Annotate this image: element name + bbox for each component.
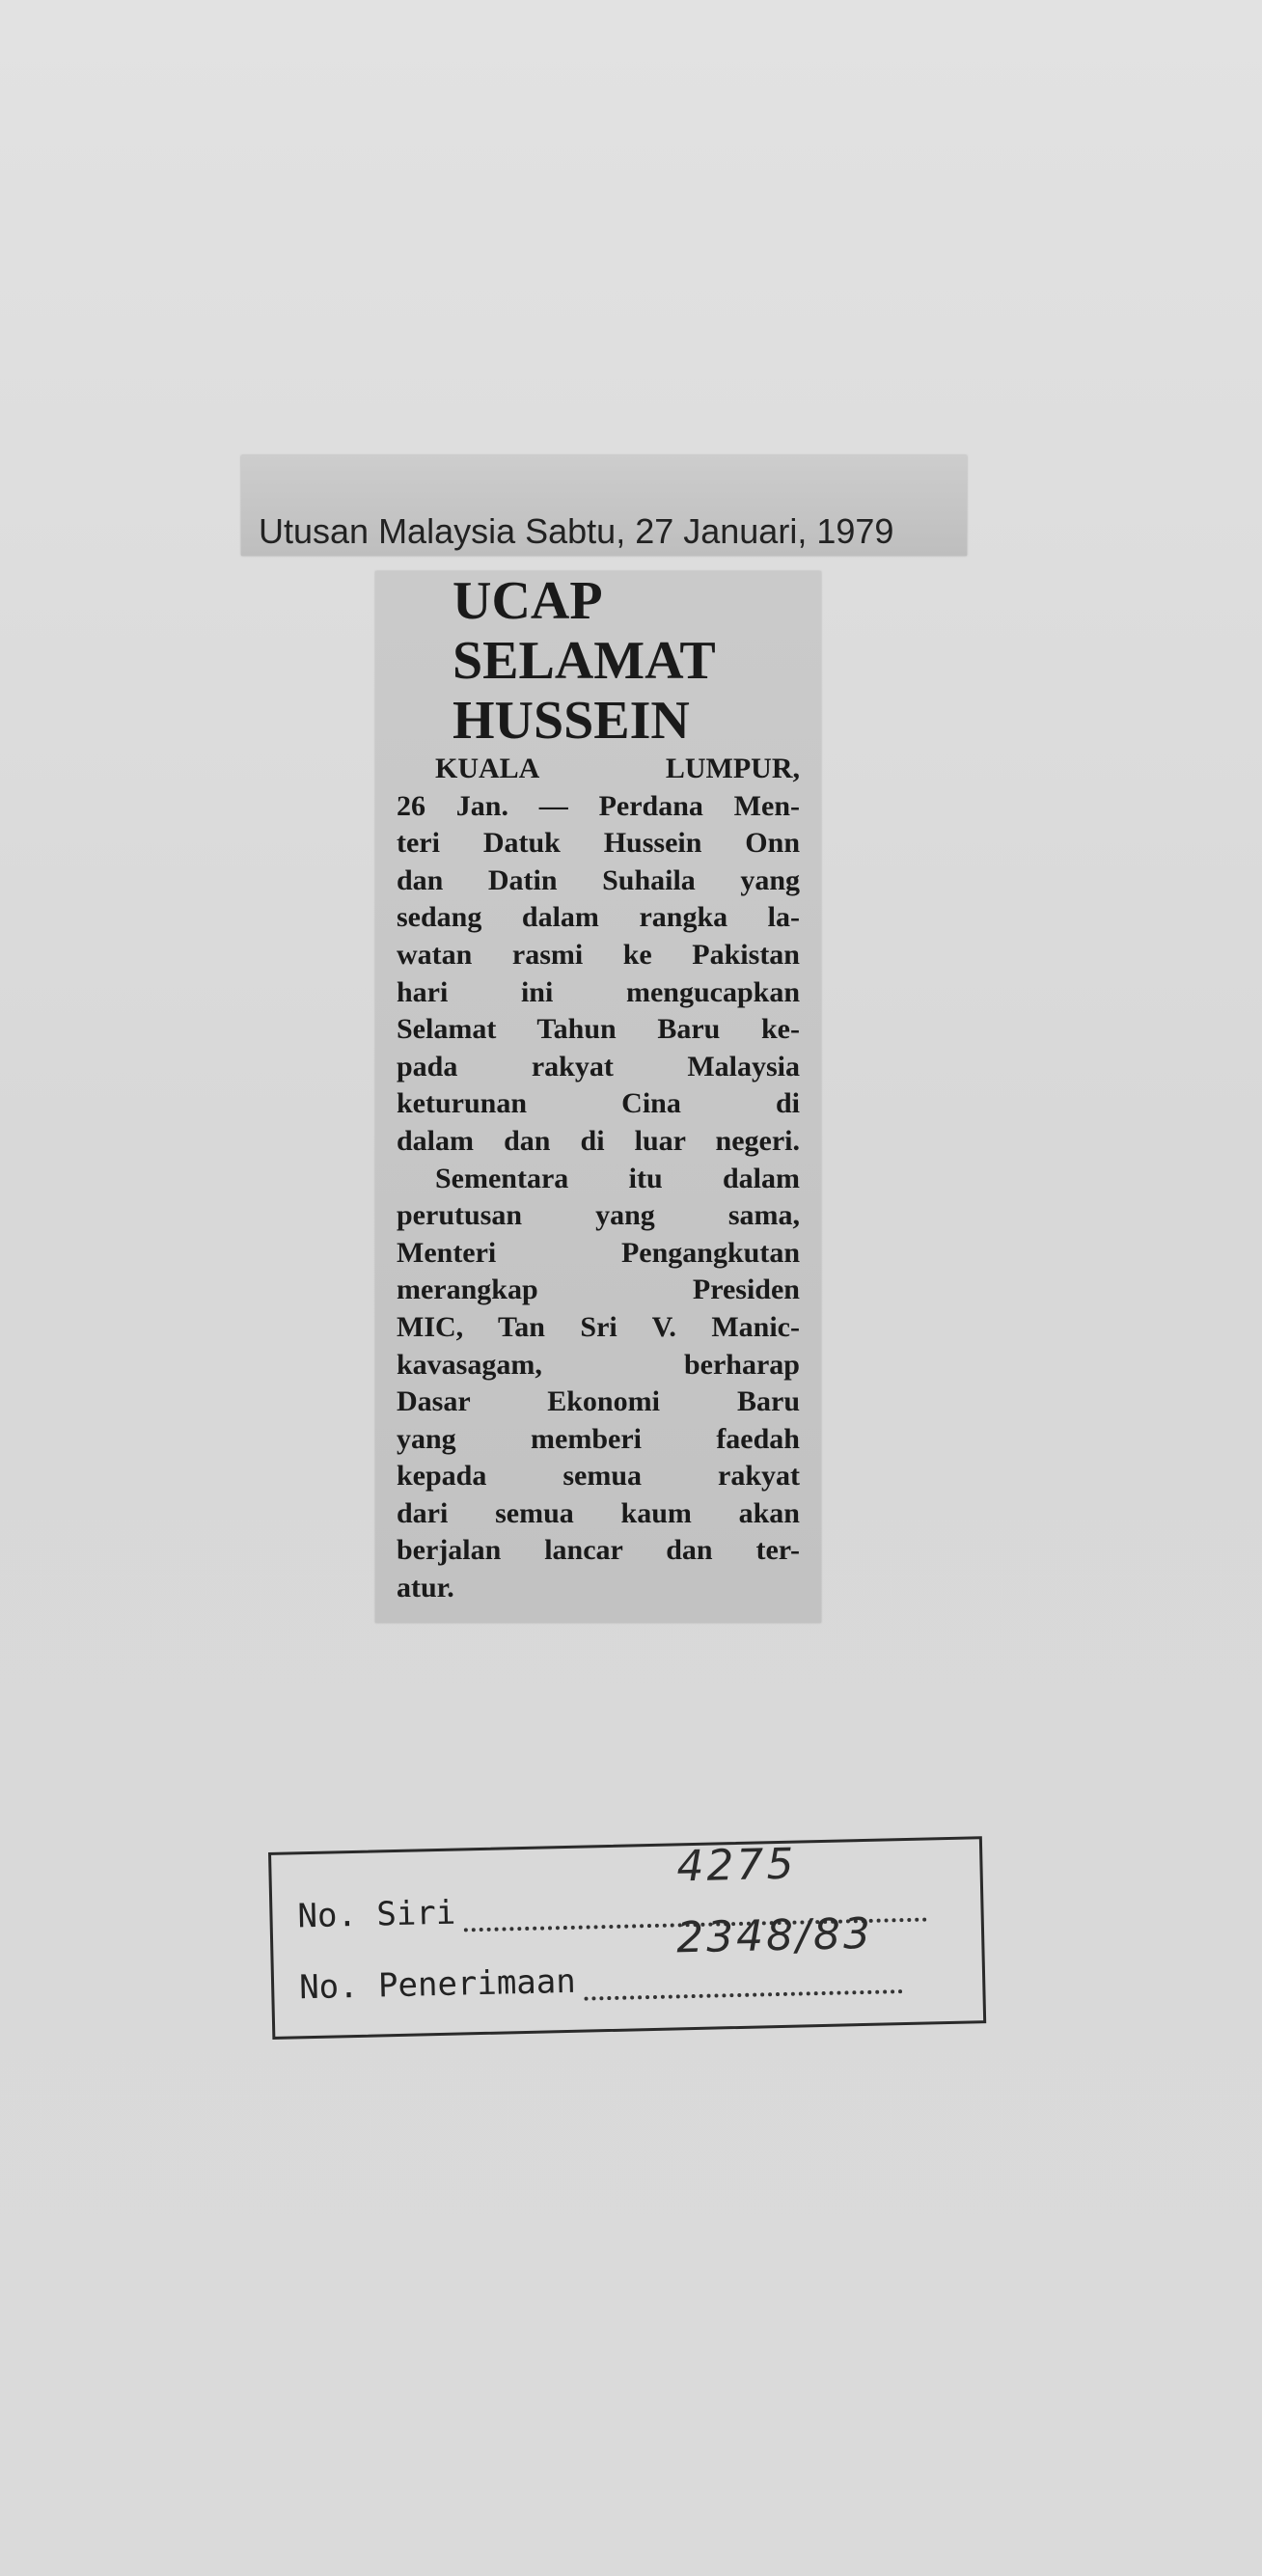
article-line: atur.: [397, 1572, 454, 1604]
article-line: yang memberi faedah: [397, 1422, 800, 1455]
article-line: berjalan lancar dan ter-: [397, 1534, 800, 1567]
penerimaan-row: [299, 1955, 902, 2007]
article-line: Menteri Pengangkutan: [397, 1236, 800, 1269]
article-line: keturunan Cina di: [397, 1087, 800, 1120]
article-clipping: [375, 571, 821, 1623]
siri-label: No. Siri: [297, 1893, 456, 1936]
article-line: dan Datin Suhaila yang: [397, 863, 800, 896]
article-headline: [453, 571, 800, 751]
article-line: merangkap Presiden: [397, 1274, 800, 1306]
penerimaan-label: No. Penerimaan: [298, 1961, 577, 2008]
article-line: KUALA LUMPUR,: [435, 753, 800, 784]
dotted-line: [584, 1982, 902, 2000]
article-line: sedang dalam rangka la-: [397, 901, 800, 934]
article-line: MIC, Tan Sri V. Manic-: [397, 1310, 800, 1343]
headline-line: HUSSEIN: [453, 691, 690, 751]
headline-line: SELAMAT: [453, 631, 716, 691]
article-line: perutusan yang sama,: [397, 1199, 800, 1232]
siri-handwritten-value: 4275: [675, 1839, 797, 1892]
article-line: Selamat Tahun Baru ke-: [397, 1013, 800, 1046]
headline-line: UCAP: [453, 571, 603, 631]
article-line: hari ini mengucapkan: [397, 975, 800, 1008]
registration-stamp: [268, 1836, 986, 2040]
article-line: kepada semua rakyat: [397, 1460, 800, 1493]
article-body: [397, 751, 800, 1607]
article-line: dari semua kaum akan: [397, 1496, 800, 1529]
newspaper-masthead-clipping: [241, 455, 967, 556]
article-line: pada rakyat Malaysia: [397, 1050, 800, 1082]
article-line: Sementara itu dalam: [435, 1162, 800, 1194]
article-line: watan rasmi ke Pakistan: [397, 938, 800, 971]
article-line: 26 Jan. — Perdana Men-: [397, 789, 800, 822]
penerimaan-handwritten-value: 2348/83: [675, 1908, 874, 1963]
article-line: dalam dan di luar negeri.: [397, 1124, 800, 1157]
article-line: teri Datuk Hussein Onn: [397, 827, 800, 860]
masthead-text: Utusan Malaysia Sabtu, 27 Januari, 1979: [259, 511, 894, 551]
article-line: kavasagam, berharap: [397, 1348, 800, 1381]
article-line: Dasar Ekonomi Baru: [397, 1385, 800, 1418]
